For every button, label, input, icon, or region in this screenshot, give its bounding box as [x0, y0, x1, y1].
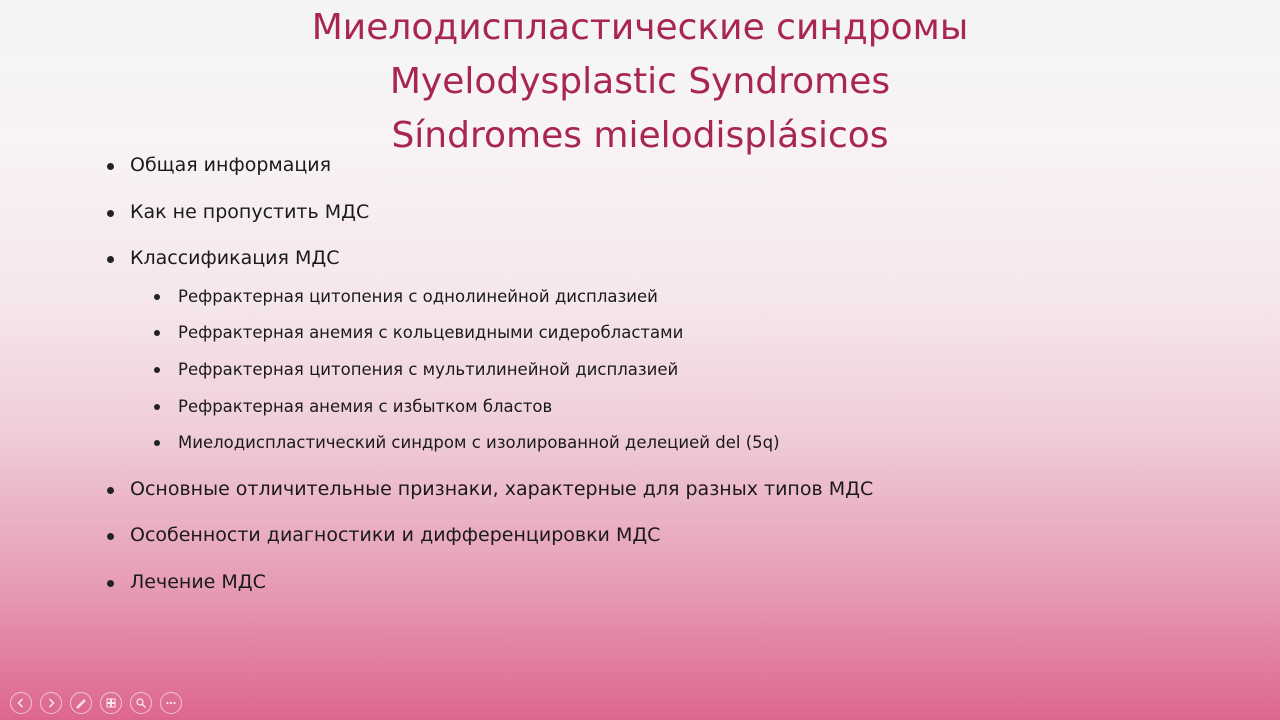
- list-item: Общая информация: [130, 154, 331, 176]
- sub-list-item: Рефрактерная цитопения с однолинейной дисплазией: [178, 287, 658, 306]
- bullet-icon: [107, 533, 114, 540]
- more-options-icon[interactable]: [160, 692, 182, 714]
- previous-slide-icon[interactable]: [10, 692, 32, 714]
- title-english: Myelodysplastic Syndromes: [389, 61, 891, 102]
- bullet-icon: [107, 210, 114, 217]
- list-item: Классификация МДС: [130, 247, 339, 269]
- bullet-icon: [154, 330, 160, 336]
- slides-grid-icon[interactable]: [100, 692, 122, 714]
- next-slide-icon[interactable]: [40, 692, 62, 714]
- list-item: Лечение МДС: [130, 571, 266, 593]
- bullet-icon: [107, 163, 114, 170]
- bullet-icon: [154, 294, 160, 300]
- bullet-icon: [107, 580, 114, 587]
- sub-list-item: Рефрактерная анемия с избытком бластов: [178, 397, 552, 416]
- list-item: Основные отличительные признаки, характерные для разных типов МДС: [130, 478, 873, 500]
- sub-list-item: Рефрактерная цитопения с мультилинейной дисплазией: [178, 360, 678, 379]
- presentation-controls: [10, 692, 182, 718]
- title-russian: Миелодиспластические синдромы: [311, 7, 969, 48]
- zoom-icon[interactable]: [130, 692, 152, 714]
- title-spanish: Síndromes mielodisplásicos: [391, 115, 889, 156]
- bullet-icon: [154, 440, 160, 446]
- list-item: Особенности диагностики и дифференцировки МДС: [130, 524, 660, 546]
- list-item: Как не пропустить МДС: [130, 201, 369, 223]
- bullet-icon: [107, 256, 114, 263]
- bullet-icon: [154, 367, 160, 373]
- bullet-icon: [154, 404, 160, 410]
- sub-list-item: Миелодиспластический синдром с изолированной делецией del (5q): [178, 433, 780, 452]
- sub-list-item: Рефрактерная анемия с кольцевидными сидеробластами: [178, 323, 683, 342]
- bullet-icon: [107, 487, 114, 494]
- pen-icon[interactable]: [70, 692, 92, 714]
